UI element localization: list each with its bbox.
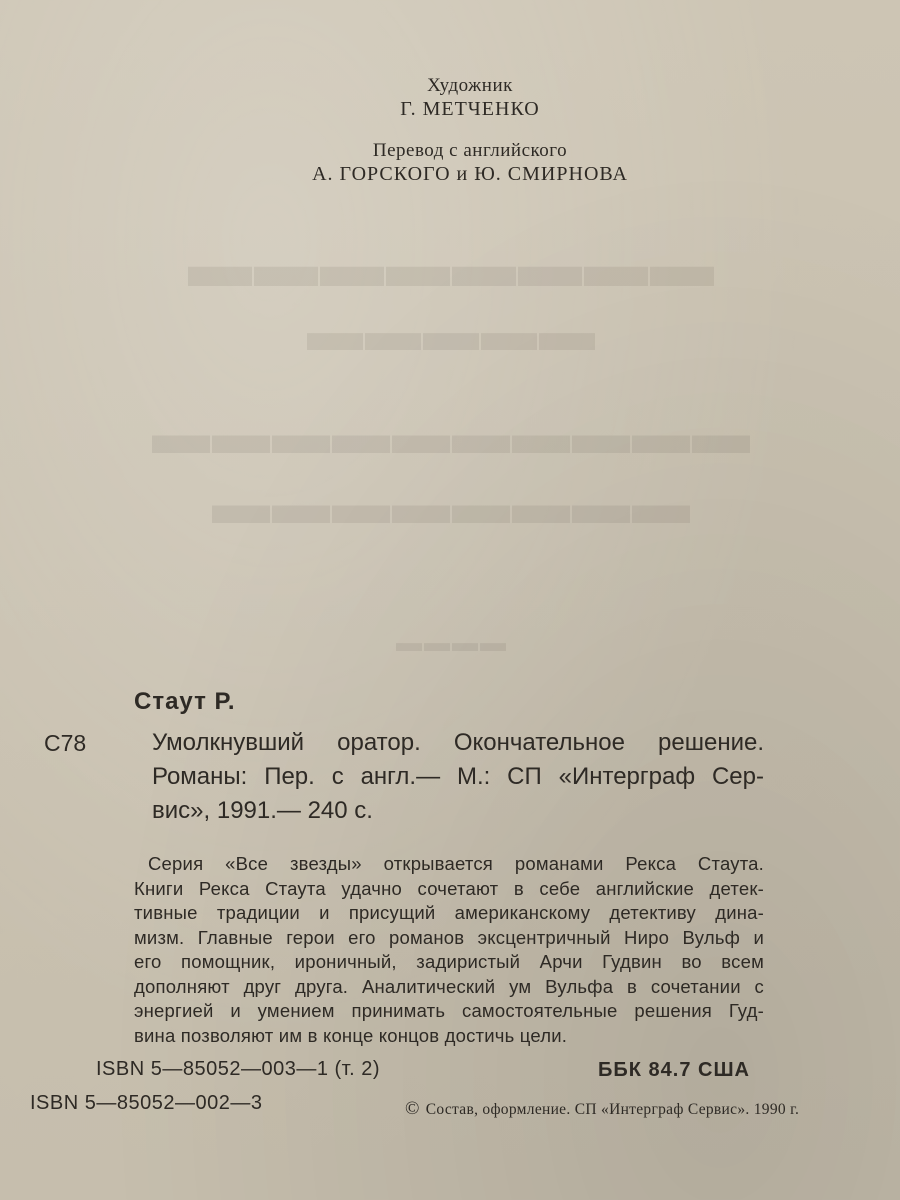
translators: А. ГОРСКОГО и Ю. СМИРНОВА bbox=[312, 163, 628, 185]
show-through-text: ▬▬▬▬▬▬▬▬ bbox=[186, 229, 714, 300]
copyright-text: Состав, оформление. СП «Интерграф Сервис». 1990 г. bbox=[425, 1101, 800, 1118]
show-through-text: ▬▬▬▬ bbox=[394, 628, 506, 657]
annotation-line: его помощник, ироничный, задиристый Арчи Гудвин во всем bbox=[134, 951, 764, 972]
copyright-notice bbox=[405, 1098, 799, 1120]
annotation bbox=[134, 852, 764, 1048]
annotation-line: Книги Рекса Стаута удачно сочетают в себе английские детек- bbox=[134, 877, 764, 899]
translation-label: Перевод с английского bbox=[372, 140, 568, 161]
isbn-volume: ISBN 5—85052—003—1 (т. 2) bbox=[96, 1058, 381, 1080]
annotation-line: энергией и умением принимать самостоятельные решения Гуд- bbox=[134, 1000, 764, 1021]
catalog-author: Стаут Р. bbox=[134, 688, 236, 715]
biblio-line: вис», 1991.— 240 с. bbox=[152, 797, 373, 824]
annotation-line: мизм. Главные герои его романов эксцентричный Ниро Вульф и bbox=[134, 926, 764, 948]
biblio-line: Романы: Пер. с англ.— М.: СП «Интерграф Сер- bbox=[152, 763, 764, 790]
show-through-text: ▬▬▬▬▬▬▬▬▬▬ bbox=[150, 401, 750, 466]
copyright-symbol: © bbox=[405, 1098, 420, 1119]
show-through-text: ▬▬▬▬▬ bbox=[305, 301, 595, 363]
biblio-line: Умолкнувший оратор. Окончательное решение. bbox=[152, 729, 764, 756]
artist-name: Г. МЕТЧЕНКО bbox=[400, 98, 540, 120]
catalog-code: С78 bbox=[44, 730, 87, 756]
bbk-classification: ББК 84.7 США bbox=[598, 1059, 750, 1081]
annotation-line: вина позволяют им в конце концов достичь цели. bbox=[134, 1024, 568, 1046]
artist-label: Художник bbox=[427, 75, 513, 96]
annotation-line: тивные традиции и присущий американскому детективу дина- bbox=[134, 902, 764, 923]
show-through-text: ▬▬▬▬▬▬▬▬ bbox=[210, 471, 690, 536]
annotation-line: дополняют друг друга. Аналитический ум Вульфа в сочетании с bbox=[134, 975, 764, 997]
bibliographic-description bbox=[152, 726, 764, 828]
isbn-set: ISBN 5—85052—002—3 bbox=[30, 1092, 263, 1114]
annotation-line: Серия «Все звезды» открывается романами Рекса Стаута. bbox=[148, 853, 764, 874]
